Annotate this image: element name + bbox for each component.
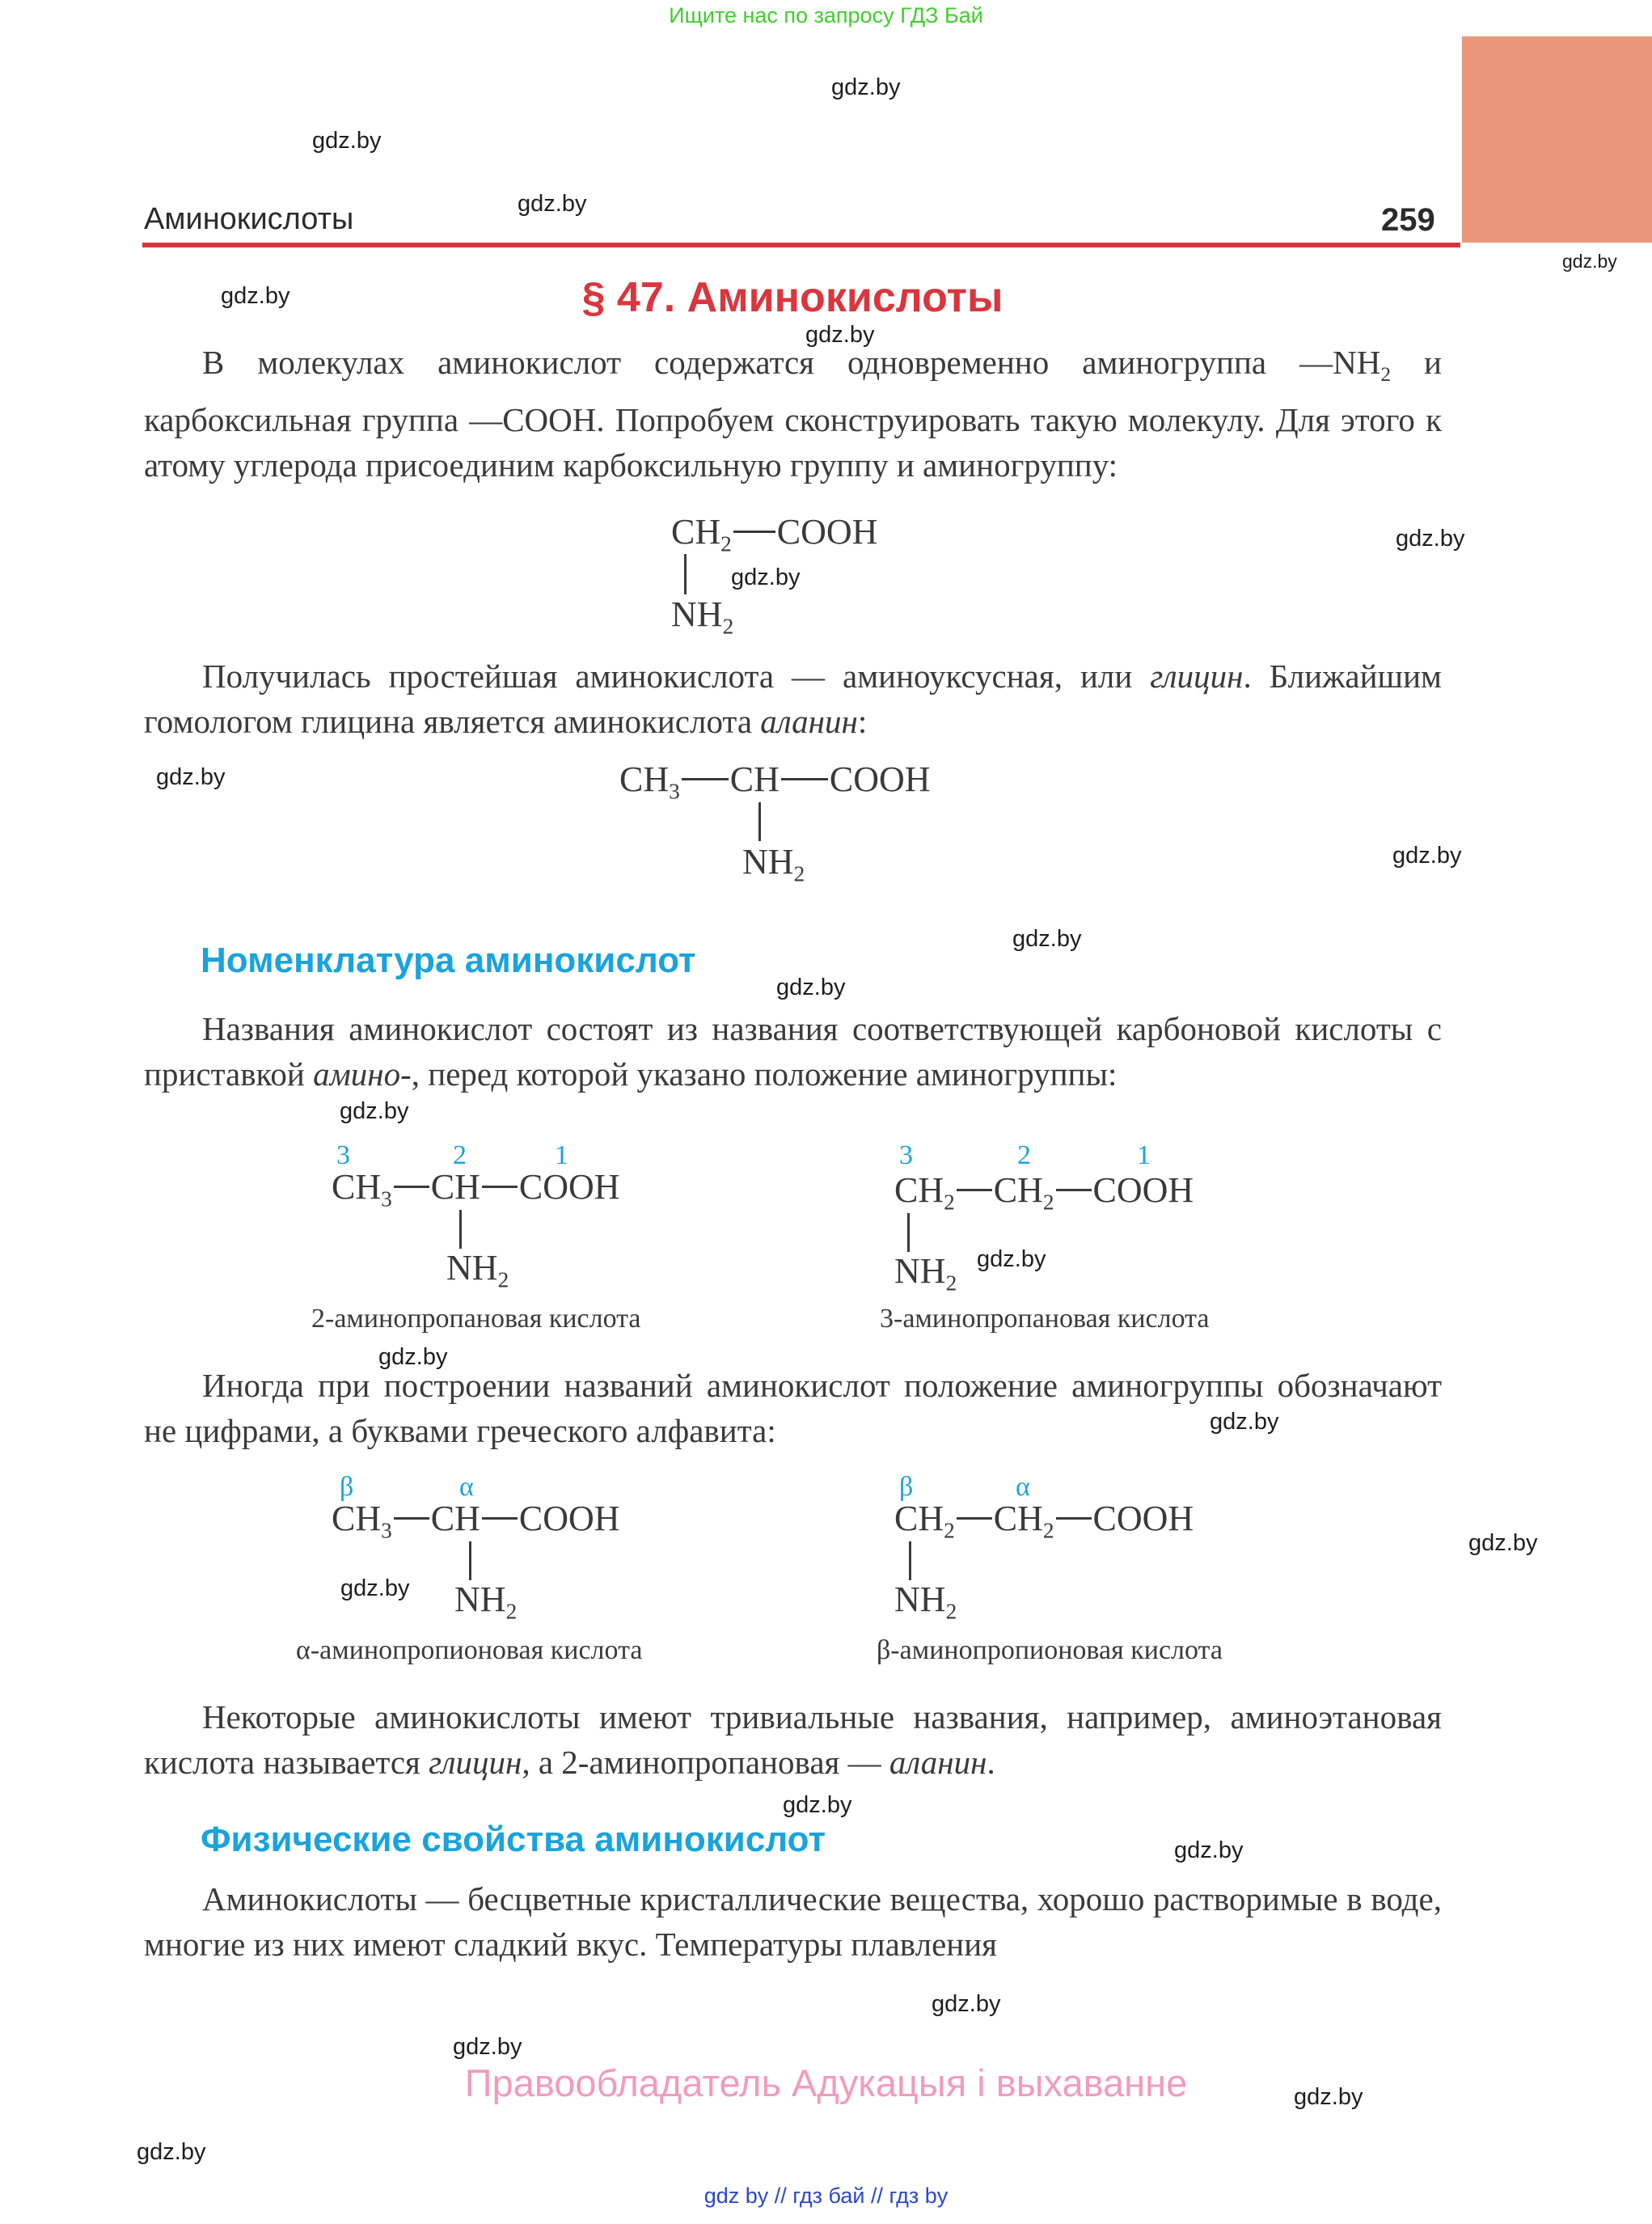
paragraph-title: § 47. Аминокислоты [581, 274, 1003, 321]
formula-text: NH [742, 842, 794, 882]
subscript: 3 [381, 1518, 392, 1543]
text: . [987, 1744, 995, 1781]
formula-2-amino-top [332, 1166, 620, 1212]
formula-text: NH [446, 1248, 498, 1287]
bond-line [781, 778, 828, 780]
term-glycine: глицин [429, 1744, 522, 1781]
watermark: gdz.by [312, 128, 382, 154]
formula-alpha-bottom [454, 1579, 517, 1625]
vertical-bond [459, 1210, 462, 1249]
formula-text: CH [619, 759, 670, 799]
subscript: 3 [381, 1186, 392, 1211]
formula-alpha-top [332, 1498, 620, 1544]
bond-line [1056, 1517, 1092, 1520]
watermark: gdz.by [137, 2139, 206, 2165]
watermark: gdz.by [453, 2034, 522, 2060]
formula-text: CH [894, 1170, 944, 1210]
corner-color-tab [1462, 36, 1652, 243]
bond-line [1056, 1189, 1092, 1191]
formula-text: NH [671, 594, 723, 634]
formula-text: COOH [1092, 1170, 1194, 1210]
watermark: gdz.by [378, 1344, 448, 1370]
watermark: gdz.by [1294, 2084, 1363, 2110]
carbon-number-3: 3 [336, 1140, 350, 1170]
vertical-bond [684, 554, 687, 594]
watermark: gdz.by [776, 975, 846, 1000]
subscript: 2 [722, 614, 734, 639]
subscript: 2 [945, 1271, 957, 1296]
formula-text: CH [993, 1170, 1043, 1210]
watermark: gdz.by [156, 764, 226, 790]
formula-text: COOH [776, 512, 878, 552]
intro-paragraph-2 [144, 653, 1442, 744]
text: и карбоксильная группа —COOH. Попробуем сконструировать такую молекулу. Для этого к атому углерода присоединим карбоксильную группу и аминогруппу: [144, 344, 1442, 484]
text: . Ближайшим гомологом глицина является аминокислота [144, 657, 1443, 740]
subscript: 2 [793, 861, 805, 886]
term-alanine: аланин [889, 1744, 987, 1781]
glycine-formula-bottom [671, 594, 733, 640]
bond-line [394, 1186, 429, 1188]
subscript: 3 [669, 779, 680, 804]
caption-3-aminopropanoic: 3-аминопропановая кислота [880, 1304, 1210, 1334]
watermark: gdz.by [340, 1098, 409, 1124]
vertical-bond [758, 802, 761, 841]
text: В молекулах аминокислот содержатся одновременно аминогруппа —NH [202, 344, 1381, 381]
vertical-bond [909, 1541, 911, 1580]
section-heading-physical: Физические свойства аминокислот [201, 1820, 826, 1859]
page-number: 259 [1381, 202, 1435, 238]
watermark: gdz.by [221, 283, 290, 309]
caption-alpha-aminopropionic: α-аминопропионовая кислота [296, 1635, 643, 1665]
watermark: gdz.by [932, 1991, 1001, 2017]
bond-line [957, 1189, 992, 1191]
caption-beta-aminopropionic: β-аминопропионовая кислота [877, 1635, 1223, 1665]
header-rule [142, 243, 1460, 247]
vertical-bond [907, 1213, 910, 1252]
formula-text: NH [454, 1579, 506, 1619]
watermark: gdz.by [1396, 526, 1465, 552]
formula-text: COOH [518, 1167, 620, 1207]
formula-text: COOH [829, 759, 931, 799]
formula-3-amino-bottom [894, 1250, 957, 1296]
formula-2-amino-bottom [446, 1247, 509, 1293]
text: Аминокислоты — бесцветные кристаллические вещества, хорошо растворимые в воде, многие из них имеют сладкий вкус. Температуры плавления [144, 1880, 1442, 1963]
bond-line [733, 531, 775, 533]
watermark: gdz.by [518, 191, 587, 217]
term-amino: амино [313, 1055, 401, 1093]
glycine-formula-top [671, 511, 877, 557]
subscript: 2 [1042, 1518, 1054, 1543]
formula-text: CH [894, 1499, 944, 1538]
subscript: 2 [1042, 1190, 1054, 1215]
bond-line [394, 1517, 429, 1520]
formula-beta-bottom [894, 1579, 957, 1625]
nomenclature-paragraph-3 [144, 1694, 1442, 1785]
formula-text: NH [894, 1579, 946, 1619]
section-heading-nomenclature: Номенклатура аминокислот [201, 941, 696, 980]
subscript: 2 [944, 1190, 955, 1215]
text: , а 2-аминопропановая — [522, 1744, 889, 1781]
physical-paragraph-1 [144, 1876, 1442, 1967]
carbon-number-1: 1 [1137, 1140, 1151, 1170]
formula-text: CH [430, 1167, 480, 1207]
watermark: gdz.by [783, 1792, 852, 1818]
subscript: 2 [944, 1518, 955, 1543]
greek-beta-label: β [340, 1472, 354, 1502]
watermark: gdz.by [1562, 251, 1617, 272]
formula-text: CH [671, 512, 721, 552]
greek-alpha-label: α [1016, 1472, 1030, 1502]
text: Иногда при построении названий аминокислот положение аминогруппы обозначают не цифрами, а буквами греческого алфавита: [144, 1367, 1442, 1449]
formula-text: CH [729, 759, 780, 799]
text: Получилась простейшая аминокислота — аминоуксусная, или [202, 657, 1151, 695]
watermark: gdz.by [1012, 926, 1082, 952]
greek-alpha-label: α [459, 1472, 474, 1502]
subscript: 2 [1380, 362, 1392, 386]
carbon-number-2: 2 [1017, 1140, 1031, 1170]
caption-2-aminopropanoic: 2-аминопропановая кислота [311, 1304, 641, 1334]
formula-text: CH [430, 1499, 480, 1538]
watermark: gdz.by [340, 1575, 410, 1601]
vertical-bond [469, 1541, 471, 1580]
term-glycine: глицин [1150, 657, 1244, 695]
text: : [857, 703, 868, 740]
bond-line [957, 1517, 992, 1520]
bond-line [482, 1186, 518, 1188]
subscript: 2 [720, 531, 732, 556]
text: Некоторые аминокислоты имеют тривиальные названия, например, аминоэтановая кислота называется [144, 1698, 1442, 1781]
carbon-number-3: 3 [899, 1140, 913, 1170]
copyright-notice: Правообладатель Адукацыя і выхаванне [464, 2061, 1188, 2104]
watermark: gdz.by [1210, 1409, 1279, 1435]
greek-beta-label: β [899, 1472, 914, 1502]
subscript: 2 [945, 1599, 957, 1624]
bond-line [682, 778, 729, 780]
watermark: gdz.by [1392, 843, 1462, 869]
footer-links[interactable]: gdz by // гдз бай // гдз by [703, 2184, 949, 2208]
formula-text: NH [894, 1251, 946, 1291]
text: Названия аминокислот состоят из названия соответствующей карбоновой кислоты с приставкой [144, 1010, 1442, 1093]
alanine-formula-top [619, 759, 931, 805]
formula-text: COOH [518, 1499, 620, 1538]
watermark: gdz.by [1468, 1530, 1538, 1556]
nomenclature-paragraph-1 [144, 1006, 1442, 1097]
alanine-formula-bottom [742, 841, 805, 887]
term-alanine: аланин [760, 703, 858, 740]
watermark: gdz.by [831, 74, 901, 100]
text: -, перед которой указано положение аминогруппы: [400, 1055, 1118, 1093]
watermark: gdz.by [805, 322, 875, 348]
running-header: Аминокислоты [144, 202, 354, 236]
carbon-number-2: 2 [453, 1140, 467, 1170]
watermark: gdz.by [1174, 1837, 1244, 1863]
formula-text: CH [993, 1499, 1043, 1538]
watermark: gdz.by [731, 564, 801, 590]
intro-paragraph-1 [144, 340, 1442, 488]
formula-3-amino-top [894, 1169, 1194, 1216]
subscript: 2 [505, 1599, 518, 1624]
subscript: 2 [497, 1267, 509, 1292]
watermark: gdz.by [977, 1246, 1046, 1272]
formula-text: CH [332, 1167, 382, 1207]
formula-text: COOH [1092, 1499, 1194, 1538]
bond-line [482, 1517, 518, 1520]
formula-text: CH [332, 1499, 382, 1538]
top-banner[interactable]: Ищите нас по запросу ГДЗ Бай [669, 3, 983, 27]
nomenclature-paragraph-2 [144, 1363, 1442, 1453]
carbon-number-1: 1 [555, 1140, 568, 1170]
formula-beta-top [894, 1498, 1194, 1544]
